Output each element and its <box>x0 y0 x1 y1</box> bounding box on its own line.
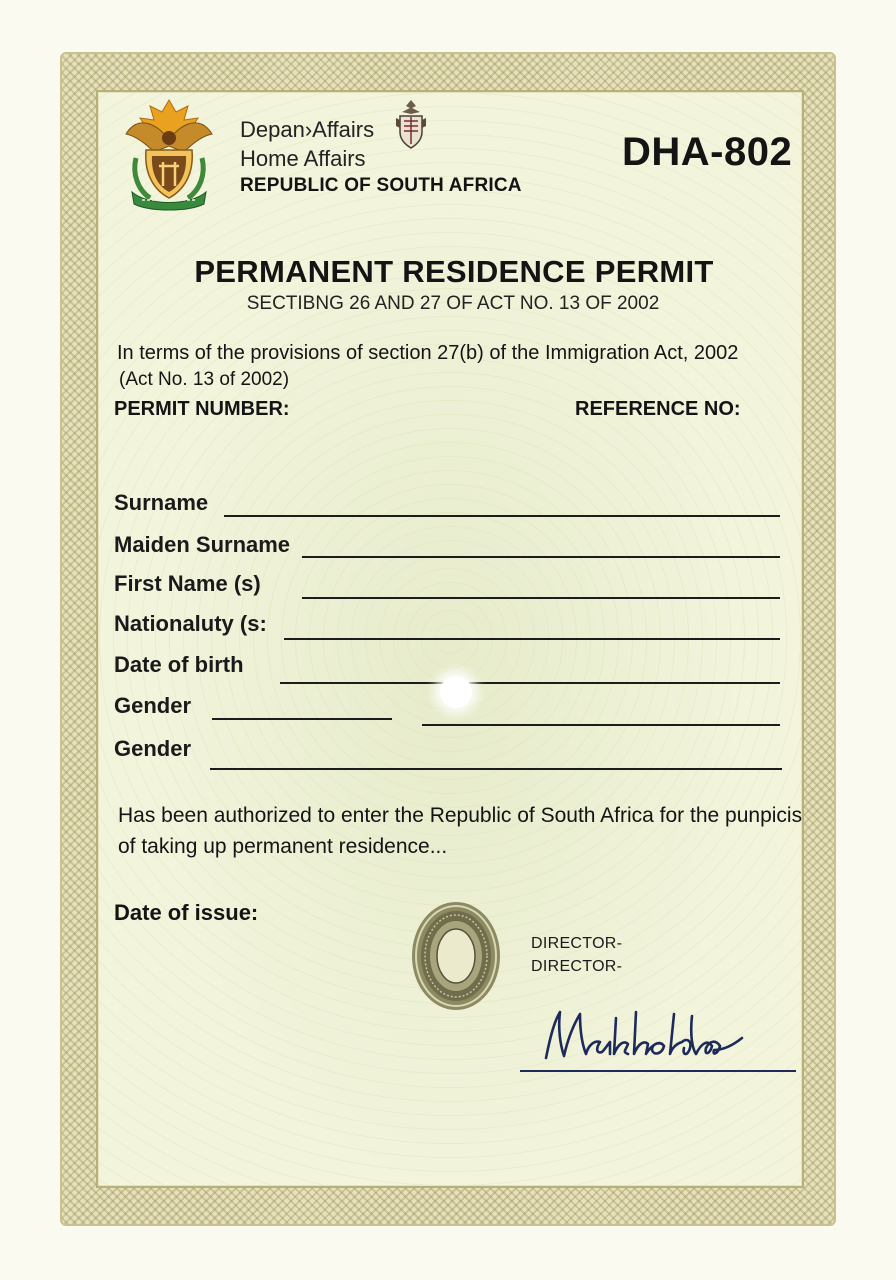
field-label-surname: Surname <box>114 490 209 515</box>
field-label-nationality: Nationaluty (s: <box>114 611 267 636</box>
light-glare <box>440 676 472 708</box>
field-line-gender-b <box>422 724 780 726</box>
authorization-line-2: of taking up permanent residence... <box>118 835 448 858</box>
department-line-2: Home Affairs <box>240 146 366 171</box>
director-label-2: DIRECTOR- <box>531 958 623 975</box>
field-label-gender: Gender <box>114 693 192 718</box>
country-name: REPUBLIC OF SOUTH AFRICA <box>240 175 522 196</box>
field-label-gender-2: Gender <box>114 736 192 761</box>
field-label-date-of-birth: Date of birth <box>114 652 244 677</box>
field-line-nationality <box>284 638 780 640</box>
coat-of-arms-icon <box>118 94 220 212</box>
field-line-date-of-birth <box>280 682 780 684</box>
field-label-first-names: First Name (s) <box>114 571 261 596</box>
permit-number-label: PERMIT NUMBER: <box>114 398 290 420</box>
document-subtitle: SECTIBNG 26 AND 27 OF ACT NO. 13 OF 2002 <box>246 293 660 314</box>
date-of-issue-label: Date of issue: <box>114 900 259 925</box>
embossed-seal-icon <box>410 900 502 1012</box>
reference-number-label: REFERENCE NO: <box>575 398 741 420</box>
signature-line <box>520 1070 796 1072</box>
field-line-first-names <box>302 597 780 599</box>
department-line-1: Depan›Affairs <box>240 117 375 142</box>
field-line-maiden-surname <box>302 556 780 558</box>
director-label-1: DIRECTOR- <box>531 935 623 952</box>
small-crest-icon <box>394 98 428 150</box>
field-label-maiden-surname: Maiden Surname <box>114 532 291 557</box>
terms-line-2: (Act No. 13 of 2002) <box>119 369 290 390</box>
authorization-line-1: Has been authorized to enter the Republic of South Africa for the punpicis <box>118 804 803 827</box>
field-line-gender-a <box>212 718 392 720</box>
field-line-surname <box>224 515 780 517</box>
form-number: DHA-802 <box>622 130 793 174</box>
director-signature <box>536 998 786 1068</box>
terms-line-1: In terms of the provisions of section 27(b) of the Immigration Act, 2002 <box>117 342 739 364</box>
field-line-gender-2 <box>210 768 782 770</box>
document-title: PERMANENT RESIDENCE PERMIT <box>194 254 714 289</box>
